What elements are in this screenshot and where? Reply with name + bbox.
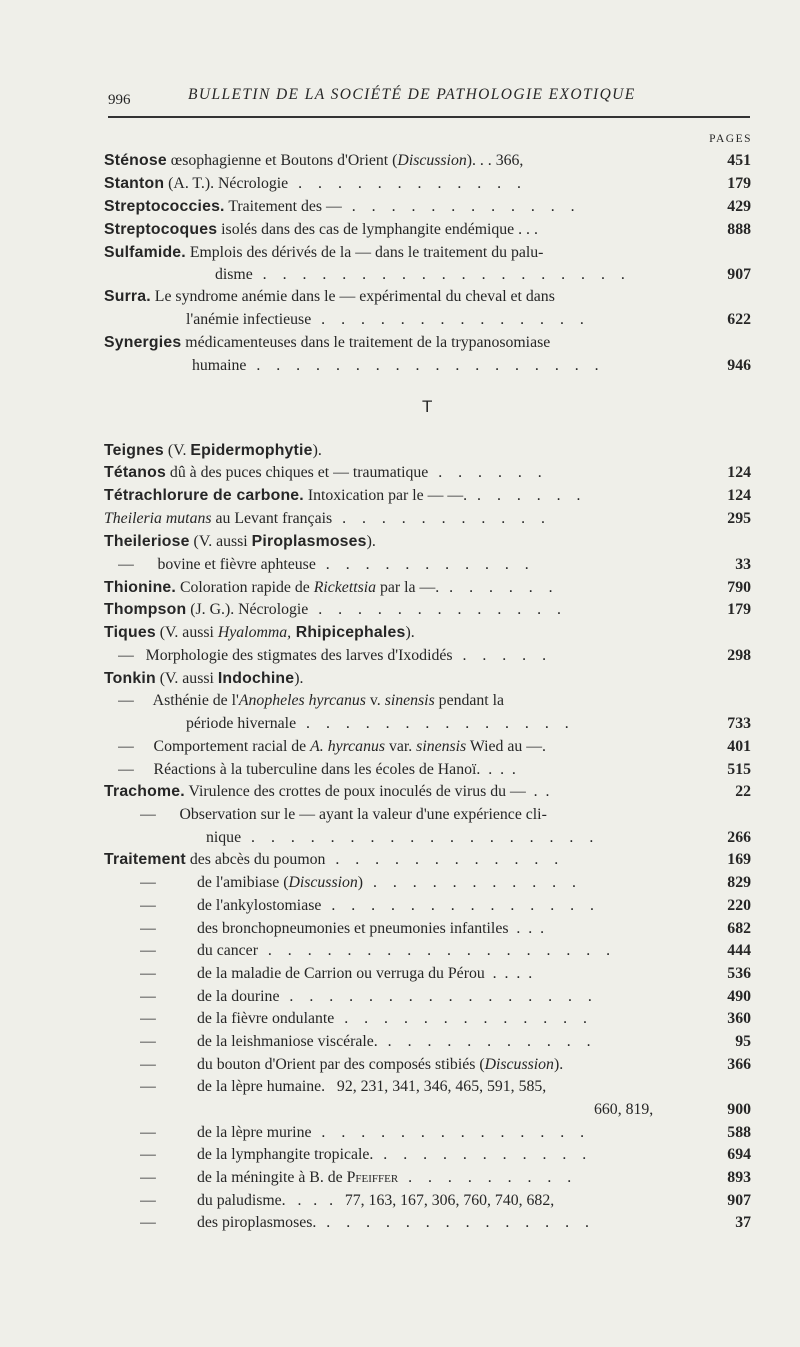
index-entry: Sténose œsophagienne et Boutons d'Orient (Discussion). . . 366, — [104, 152, 524, 169]
pages-column-label: PAGES — [709, 133, 752, 145]
index-entry: Surra. Le syndrome anémie dans le — expérimental du cheval et dans — [104, 288, 555, 305]
index-subentry: des bronchopneumonies et pneumonies infantiles . . . — [197, 920, 545, 937]
page-ref: 490 — [727, 988, 751, 1005]
index-entry: Tétrachlorure de carbone. Intoxication par le — —. . . . . . . — [104, 487, 587, 504]
page-ref: 360 — [727, 1010, 751, 1027]
page-ref: 451 — [727, 152, 751, 169]
page-ref: 124 — [727, 487, 751, 504]
index-subentry: — Comportement racial de A. hyrcanus var. sinensis Wied au —. — [118, 738, 546, 755]
index-entry: Trachome. Virulence des crottes de poux inoculés de virus du — . . — [104, 783, 550, 800]
page-ref: 682 — [727, 920, 751, 937]
dash-marker: — — [140, 1124, 156, 1141]
dash-marker: — — [140, 942, 156, 959]
page-ref: 401 — [727, 738, 751, 755]
page-ref: 220 — [727, 897, 751, 914]
index-entry: Tétanos dû à des puces chiques et — traumatique . . . . . . — [104, 464, 548, 481]
index-entry: Tonkin (V. aussi Indochine). — [104, 670, 304, 687]
page-ref: 536 — [727, 965, 751, 982]
index-subentry: de l'ankylostomiase . . . . . . . . . . . . . . — [197, 897, 600, 914]
index-entry: Teignes (V. Epidermophytie). — [104, 442, 322, 459]
dash-marker: — — [140, 1169, 156, 1186]
index-entry: Thompson (J. G.). Nécrologie . . . . . . . . . . . . . — [104, 601, 567, 618]
index-entry: Synergies médicamenteuses dans le traitement de la trypanosomiase — [104, 334, 551, 351]
index-subentry: de la méningite à B. de Pfeiffer . . . . . . . . . — [197, 1169, 578, 1186]
page-ref: 900 — [727, 1101, 751, 1118]
index-entry: Tiques (V. aussi Hyalomma, Rhipicephales). — [104, 624, 415, 641]
index-entry-continuation: humaine . . . . . . . . . . . . . . . . . . — [192, 357, 605, 374]
page-ref: 790 — [727, 579, 751, 596]
index-subentry: du paludisme. . . . 77, 163, 167, 306, 760, 740, 682, — [197, 1192, 555, 1209]
index-entry: Sulfamide. Emplois des dérivés de la — dans le traitement du palu- — [104, 244, 544, 261]
page-ref: 829 — [727, 874, 751, 891]
index-subentry: de la fièvre ondulante . . . . . . . . . . . . . — [197, 1010, 593, 1027]
index-subentry: de la maladie de Carrion ou verruga du Pérou . . . . — [197, 965, 533, 982]
page-ref: 33 — [735, 556, 751, 573]
dash-marker: — — [140, 1010, 156, 1027]
index-entry-continuation: l'anémie infectieuse . . . . . . . . . . . . . . — [186, 311, 590, 328]
page-ref: 733 — [727, 715, 751, 732]
index-entry-continuation: disme . . . . . . . . . . . . . . . . . . . — [215, 266, 631, 283]
index-subentry: — Asthénie de l'Anopheles hyrcanus v. sinensis pendant la — [118, 692, 505, 709]
index-subentry: — Réactions à la tuberculine dans les écoles de Hanoï. . . . — [118, 761, 516, 778]
dash-marker: — — [140, 1056, 156, 1073]
index-entry: Theileriose (V. aussi Piroplasmoses). — [104, 533, 376, 550]
index-subentry: du bouton d'Orient par des composés stibiés (Discussion). — [197, 1056, 564, 1073]
page-ref: 169 — [727, 851, 751, 868]
page-ref: 622 — [727, 311, 751, 328]
index-entry: Streptococcies. Traitement des — . . . . . . . . . . . . — [104, 198, 581, 215]
page-ref: 893 — [727, 1169, 751, 1186]
page-ref: 95 — [735, 1033, 751, 1050]
index-subentry: de l'amibiase (Discussion) . . . . . . . . . . . — [197, 874, 582, 891]
page-ref: 266 — [727, 829, 751, 846]
running-title: BULLETIN DE LA SOCIÉTÉ DE PATHOLOGIE EXOTIQUE — [188, 86, 636, 103]
running-header — [108, 86, 750, 110]
index-entry: Stanton (A. T.). Nécrologie . . . . . . . . . . . . — [104, 175, 527, 192]
index-entry: Traitement des abcès du poumon . . . . . . . . . . . . — [104, 851, 565, 868]
index-subentry: des piroplasmoses. . . . . . . . . . . . . . . — [197, 1214, 595, 1231]
page-ref: 694 — [727, 1146, 751, 1163]
index-subentry: de la lèpre murine . . . . . . . . . . . . . . — [197, 1124, 591, 1141]
dash-marker: — — [140, 920, 156, 937]
index-entry-continuation: nique . . . . . . . . . . . . . . . . . . — [206, 829, 600, 846]
dash-marker: — — [140, 1033, 156, 1050]
page-ref: 907 — [727, 266, 751, 283]
index-subentry: de la lymphangite tropicale. . . . . . . . . . . . — [197, 1146, 593, 1163]
page-ref: 588 — [727, 1124, 751, 1141]
dash-marker: — — [140, 897, 156, 914]
index-subentry: de la dourine . . . . . . . . . . . . . . . . — [197, 988, 598, 1005]
index-entry: Thionine. Coloration rapide de Rickettsia par la —. . . . . . . — [104, 579, 559, 596]
page-ref: 298 — [727, 647, 751, 664]
header-rule — [108, 116, 750, 118]
dash-marker: — — [140, 1192, 156, 1209]
index-subentry: de la leishmaniose viscérale. . . . . . . . . . . . — [197, 1033, 597, 1050]
page-ref: 946 — [727, 357, 751, 374]
page-number: 996 — [108, 92, 131, 108]
dash-marker: — — [140, 874, 156, 891]
index-entry: Theileria mutans au Levant français . . . . . . . . . . . — [104, 510, 552, 527]
page-ref: 179 — [727, 601, 751, 618]
index-subentry: — Observation sur le — ayant la valeur d'une expérience cli- — [140, 806, 547, 823]
dash-marker: — — [140, 1214, 156, 1231]
index-subentry: — bovine et fièvre aphteuse . . . . . . . . . . . — [118, 556, 535, 573]
index-entry-continuation: période hivernale . . . . . . . . . . . . . . — [186, 715, 575, 732]
page-ref: 22 — [735, 783, 751, 800]
page-ref: 888 — [727, 221, 751, 238]
index-subentry: de la lèpre humaine. 92, 231, 341, 346, 465, 591, 585, — [197, 1078, 547, 1095]
dash-marker: — — [140, 1146, 156, 1163]
index-subentry: du cancer . . . . . . . . . . . . . . . . . . — [197, 942, 617, 959]
index-entry-continuation: 660, 819, — [594, 1101, 654, 1118]
page-ref: 366 — [727, 1056, 751, 1073]
index-entry: Streptocoques isolés dans des cas de lymphangite endémique . . . — [104, 221, 538, 238]
page-ref: 179 — [727, 175, 751, 192]
page-ref: 515 — [727, 761, 751, 778]
dash-marker: — — [140, 988, 156, 1005]
page-ref: 37 — [735, 1214, 751, 1231]
page-ref: 124 — [727, 464, 751, 481]
page-ref: 295 — [727, 510, 751, 527]
section-letter: T — [422, 397, 433, 416]
index-subentry: — Morphologie des stigmates des larves d'Ixodidés . . . . . — [118, 647, 553, 664]
page-ref: 429 — [727, 198, 751, 215]
page-ref: 444 — [727, 942, 751, 959]
page-ref: 907 — [727, 1192, 751, 1209]
dash-marker: — — [140, 965, 156, 982]
dash-marker: — — [140, 1078, 156, 1095]
